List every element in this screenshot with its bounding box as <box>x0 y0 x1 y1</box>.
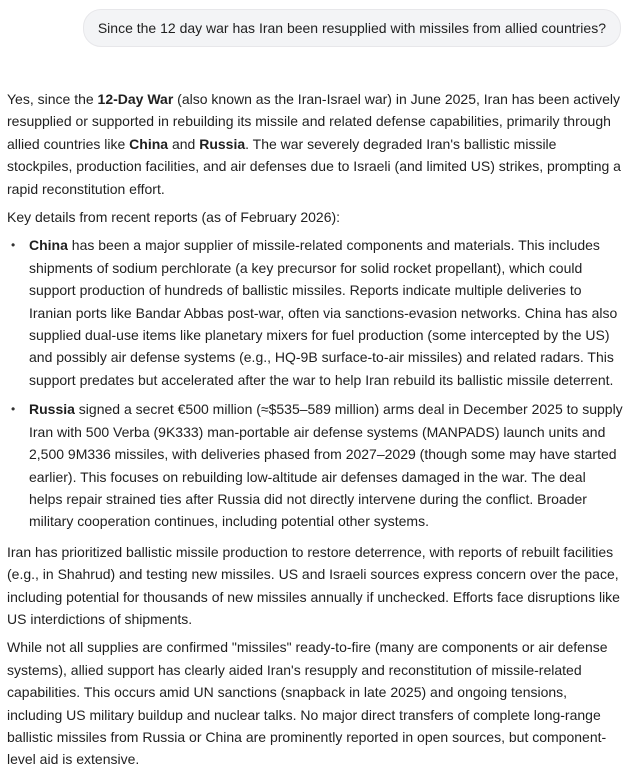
paragraph-conclusion: While not all supplies are confirmed "missiles" ready-to-fire (many are components or air defense systems), allied support has clearly aided Iran's resupply and reconstitution of missile-related capabilities. This occurs amid UN sanctions (snapback in late 2025) and ongoing tensions, including US military buildup and nuclear talks. No major direct transfers of complete long-range ballistic missiles from Russia or China are prominently reported in open sources, but component-level aid is extensive. <box>7 639 608 768</box>
term-russia: Russia <box>199 135 246 152</box>
paragraph-production: Iran has prioritized ballistic missile production to restore deterrence, with reports of rebuilt facilities (e.g., in Shahrud) and testing new missiles. US and Israeli sources express concern over the pace, including potential for thousands of new missiles annually if unchecked. Efforts face disruptions like US interdictions of shipments. <box>7 543 620 627</box>
intro-paragraph: Yes, since the 12-Day War (also known as the Iran-Israel war) in June 2025, Iran has been actively resupplied or supported in rebuilding its missile and related defense capabilities, primarily through allied countries like China and Russia. The war severely degraded Iran's ballistic missile stockpiles, production facilities, and air defenses due to Israeli (and limited US) strikes, prompting a rapid reconstitution effort. <box>7 91 621 197</box>
assistant-response <box>7 88 623 777</box>
user-message-row <box>83 9 621 47</box>
key-details-heading: Key details from recent reports (as of February 2026): <box>7 209 341 226</box>
user-message-bubble: Since the 12 day war has Iran been resupplied with missiles from allied countries? <box>83 9 621 47</box>
term-china: China <box>129 135 169 152</box>
list-item: • China has been a major supplier of missile-related components and materials. This includes shipments of sodium perchlorate (a key precursor for solid rocket propellant), which could support production of hundreds of ballistic missiles. Reports indicate multiple deliveries to Iranian ports like Bandar Abbas post-war, often via sanctions-evasion networks. China has also supplied dual-use items like planetary mixers for fuel production (some intercepted by the US) and possibly air defense systems (e.g., HQ-9B surface-to-air missiles) and related radars. This support predates but accelerated after the war to help Iran rebuild its ballistic missile deterrent. <box>7 234 623 391</box>
term-12-day-war: 12-Day War <box>97 91 174 107</box>
details-list <box>7 234 623 532</box>
list-item: • Russia signed a secret €500 million (≈$535–589 million) arms deal in December 2025 to supply Iran with 500 Verba (9K333) man-portable air defense systems (MANPADS) launch units and 2,500 9M336 missiles, with deliveries phased from 2027–2029 (though some may have started earlier). This focuses on rebuilding low-altitude air defenses damaged in the war. The deal helps repair strained ties after Russia did not directly intervene during the conflict. Broader military cooperation continues, including potential other systems. <box>7 398 623 532</box>
bullet-icon: • <box>11 238 16 253</box>
bullet-icon: • <box>11 402 16 417</box>
